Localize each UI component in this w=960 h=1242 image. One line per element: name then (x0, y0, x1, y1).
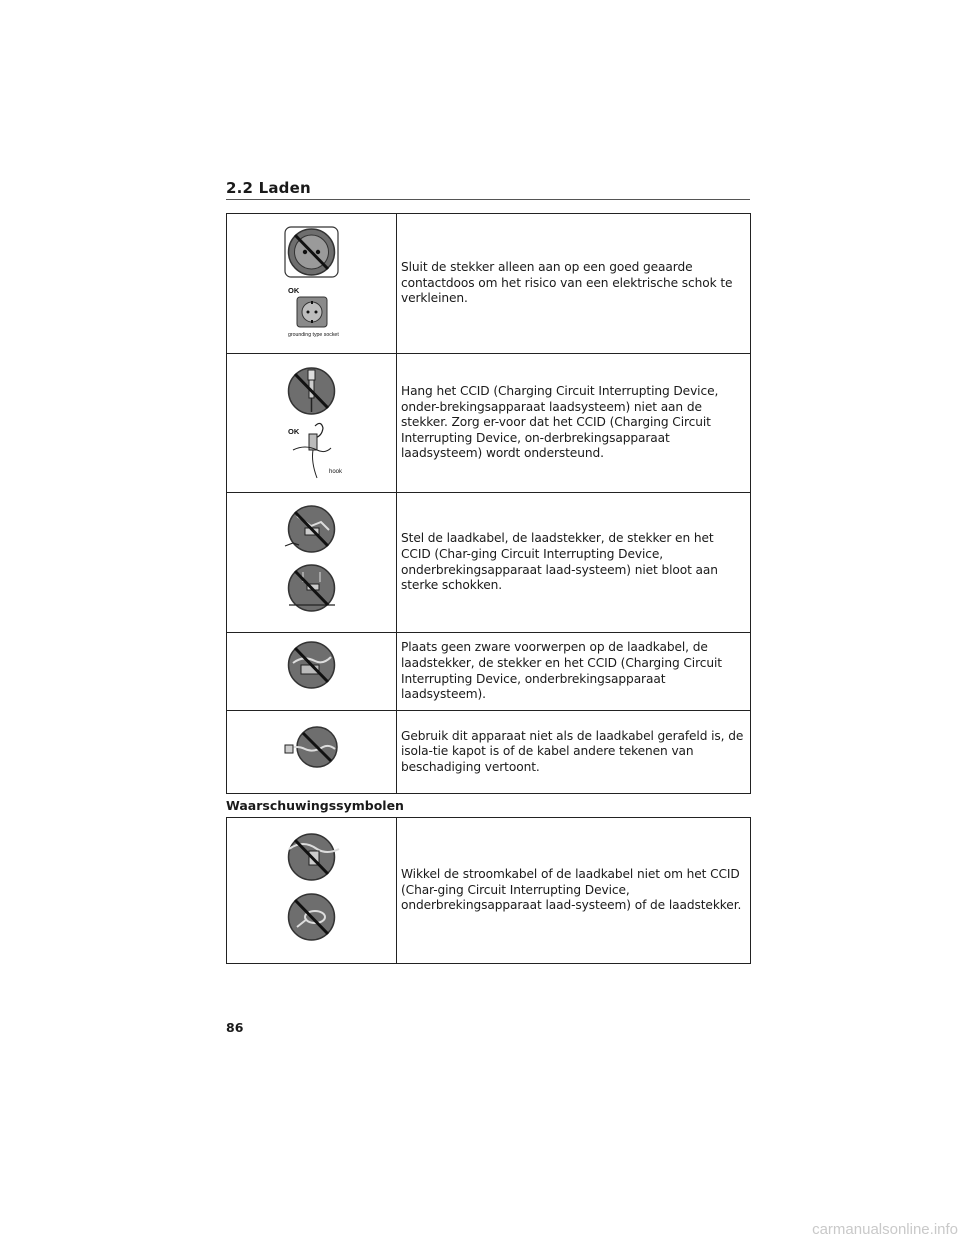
table-row (227, 354, 751, 493)
no-hanging-plug-icon (289, 368, 335, 414)
hook-label: hook (329, 469, 343, 475)
table-row (227, 711, 751, 794)
grounding-socket-label: grounding type socket (288, 331, 339, 338)
section-title-rule (226, 199, 750, 200)
ok-label: OK (288, 285, 300, 295)
warning-image-cell (227, 711, 397, 794)
subheading: Waarschuwingssymbolen (226, 798, 404, 813)
warning-text: Gebruik dit apparaat niet als de laadkabel gerafeld is, de isola-tie kapot is of de kabel andere tekenen van beschadiging vertoont. (397, 711, 751, 794)
grounded-socket-icon (297, 297, 327, 327)
warning-image-cell (227, 493, 397, 633)
no-socket-icon (285, 227, 338, 277)
warning-text: Plaats geen zware voorwerpen op de laadkabel, de laadstekker, de stekker en het CCID (Charging Circuit Interrupting Device, onderbrekingsapparaat laadsysteem). (397, 633, 751, 711)
ok-label: OK (288, 427, 300, 436)
table-row (227, 493, 751, 633)
warning-text: Hang het CCID (Charging Circuit Interrupting Device, onder-brekingsapparaat laadsysteem) niet aan de stekker. Zorg er-voor dat het CCID (Charging Circuit Interrupting Device, on-derbrekingsapparaat laadsysteem) wordt ondersteund. (397, 354, 751, 493)
table-row (227, 818, 751, 964)
warning-image-cell (227, 214, 397, 354)
warning-text: Stel de laadkabel, de laadstekker, de stekker en het CCID (Char-ging Circuit Interrupting Device, onderbrekingsapparaat laad-systeem) niet bloot aan sterke schokken. (397, 493, 751, 633)
warning-table (226, 213, 751, 794)
table-row (227, 633, 751, 711)
table-row (227, 214, 751, 354)
warning-text: Sluit de stekker alleen aan op een goed geaarde contactdoos om het risico van een elektrische schok te verkleinen. (397, 214, 751, 354)
no-wrapping-cable-icon (289, 834, 340, 880)
warning-image-cell (227, 633, 397, 711)
no-heavy-objects-icon (289, 642, 335, 688)
warning-image-cell (227, 818, 397, 964)
page-number: 86 (226, 1020, 244, 1035)
footer-watermark[interactable]: carmanualsonline.info (812, 1221, 958, 1238)
section-title: 2.2 Laden (226, 179, 311, 197)
no-impact-icon (285, 506, 335, 552)
no-damaged-cable-icon (285, 727, 337, 767)
no-coiled-cable-icon (289, 894, 335, 940)
no-drop-icon (289, 565, 336, 611)
warning-image-cell (227, 354, 397, 493)
warning-text: Wikkel de stroomkabel of de laadkabel niet om het CCID (Char-ging Circuit Interrupting Device, onderbrekingsapparaat laad-systeem) of de laadstekker. (397, 818, 751, 964)
warning-symbols-table (226, 817, 751, 964)
